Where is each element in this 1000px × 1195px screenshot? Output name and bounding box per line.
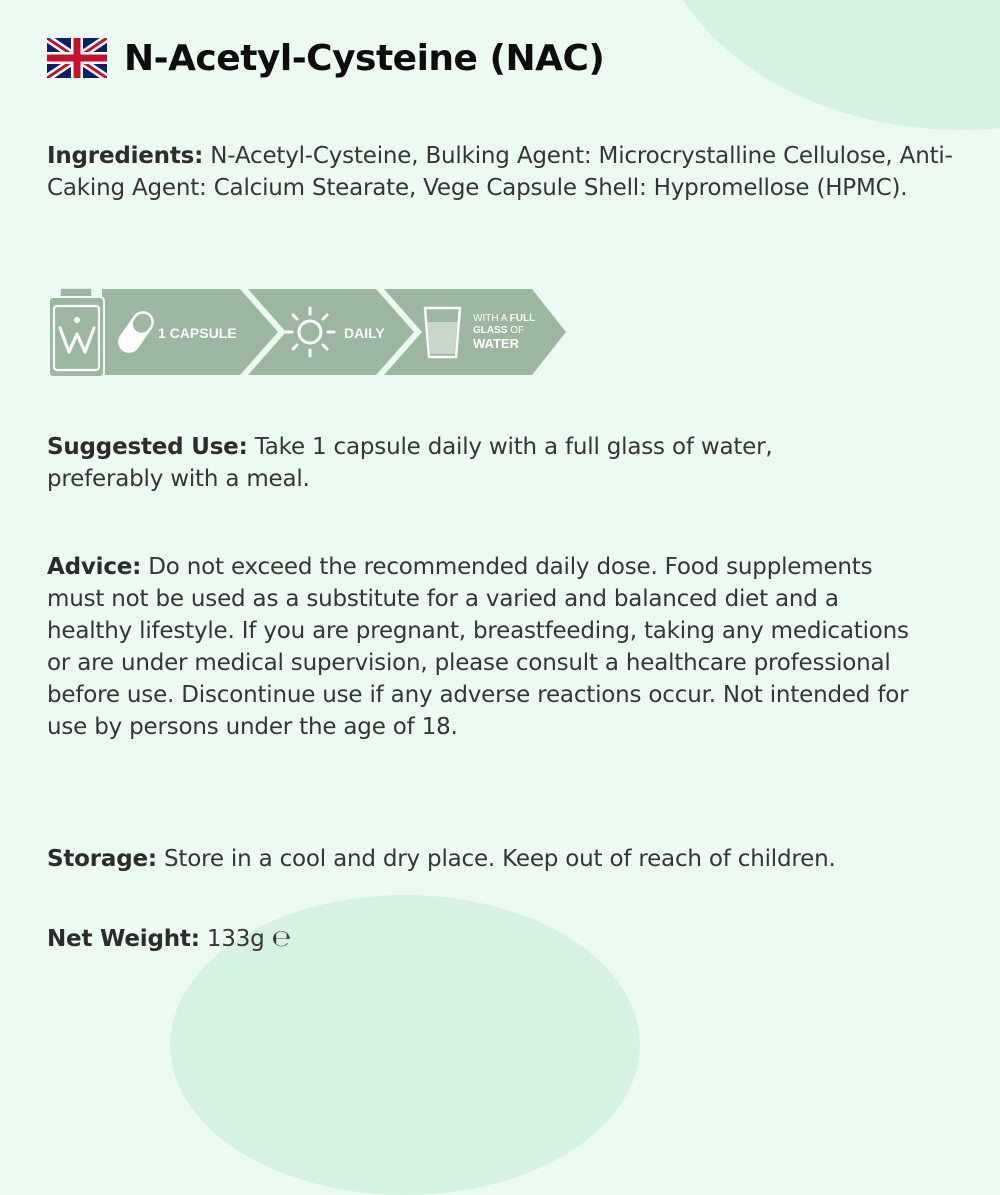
ingredients-label: Ingredients: — [47, 143, 204, 169]
net-weight-section — [47, 923, 447, 955]
estimated-sign-icon: ℮ — [271, 926, 292, 952]
supplement-bottle-icon — [49, 288, 104, 377]
step-capsule-label: 1 CAPSULE — [158, 325, 237, 341]
step-water-line2 — [473, 325, 524, 336]
step-water-full: FULL — [509, 313, 536, 324]
page-title: N-Acetyl-Cysteine (NAC) — [124, 37, 605, 79]
suggested-use-text: Take 1 capsule daily with a full glass of water, preferably with a meal. — [47, 434, 773, 492]
suggested-use-label: Suggested Use: — [47, 434, 248, 460]
step-water-glass: GLASS — [473, 325, 508, 336]
usage-strip — [46, 286, 570, 378]
uk-flag-icon — [47, 38, 107, 78]
step-water-with-a: WITH A — [473, 313, 510, 324]
step-water-line3: WATER — [473, 336, 519, 351]
advice-section — [47, 551, 927, 743]
storage-label: Storage: — [47, 846, 157, 872]
ingredients-section — [47, 140, 977, 204]
storage-text: Store in a cool and dry place. Keep out of reach of children. — [164, 846, 836, 872]
storage-section — [47, 843, 947, 875]
suggested-use-section — [47, 431, 877, 495]
net-weight-value: 133g — [206, 926, 265, 952]
advice-text: Do not exceed the recommended daily dose. Food supplements must not be used as a substitute for a varied and balanced diet and a healthy lifestyle. If you are pregnant, breastfeeding, taking any medications or are under medical supervision, please consult a healthcare professional before use. Discontinue use if any adverse reactions occur. Not intended for use by persons under the age of 18. — [47, 554, 909, 740]
ingredients-text: N-Acetyl-Cysteine, Bulking Agent: Microcrystalline Cellulose, Anti-Caking Agent: Calcium Stearate, Vege Capsule Shell: Hypromellose (HPMC). — [47, 143, 953, 201]
net-weight-label: Net Weight: — [47, 926, 200, 952]
step-water-line1 — [473, 313, 535, 324]
advice-label: Advice: — [47, 554, 142, 580]
step-daily-label: DAILY — [344, 325, 385, 341]
step-water-of: OF — [507, 325, 525, 336]
title-row — [47, 36, 604, 80]
decorative-blob-top — [652, 0, 1000, 130]
